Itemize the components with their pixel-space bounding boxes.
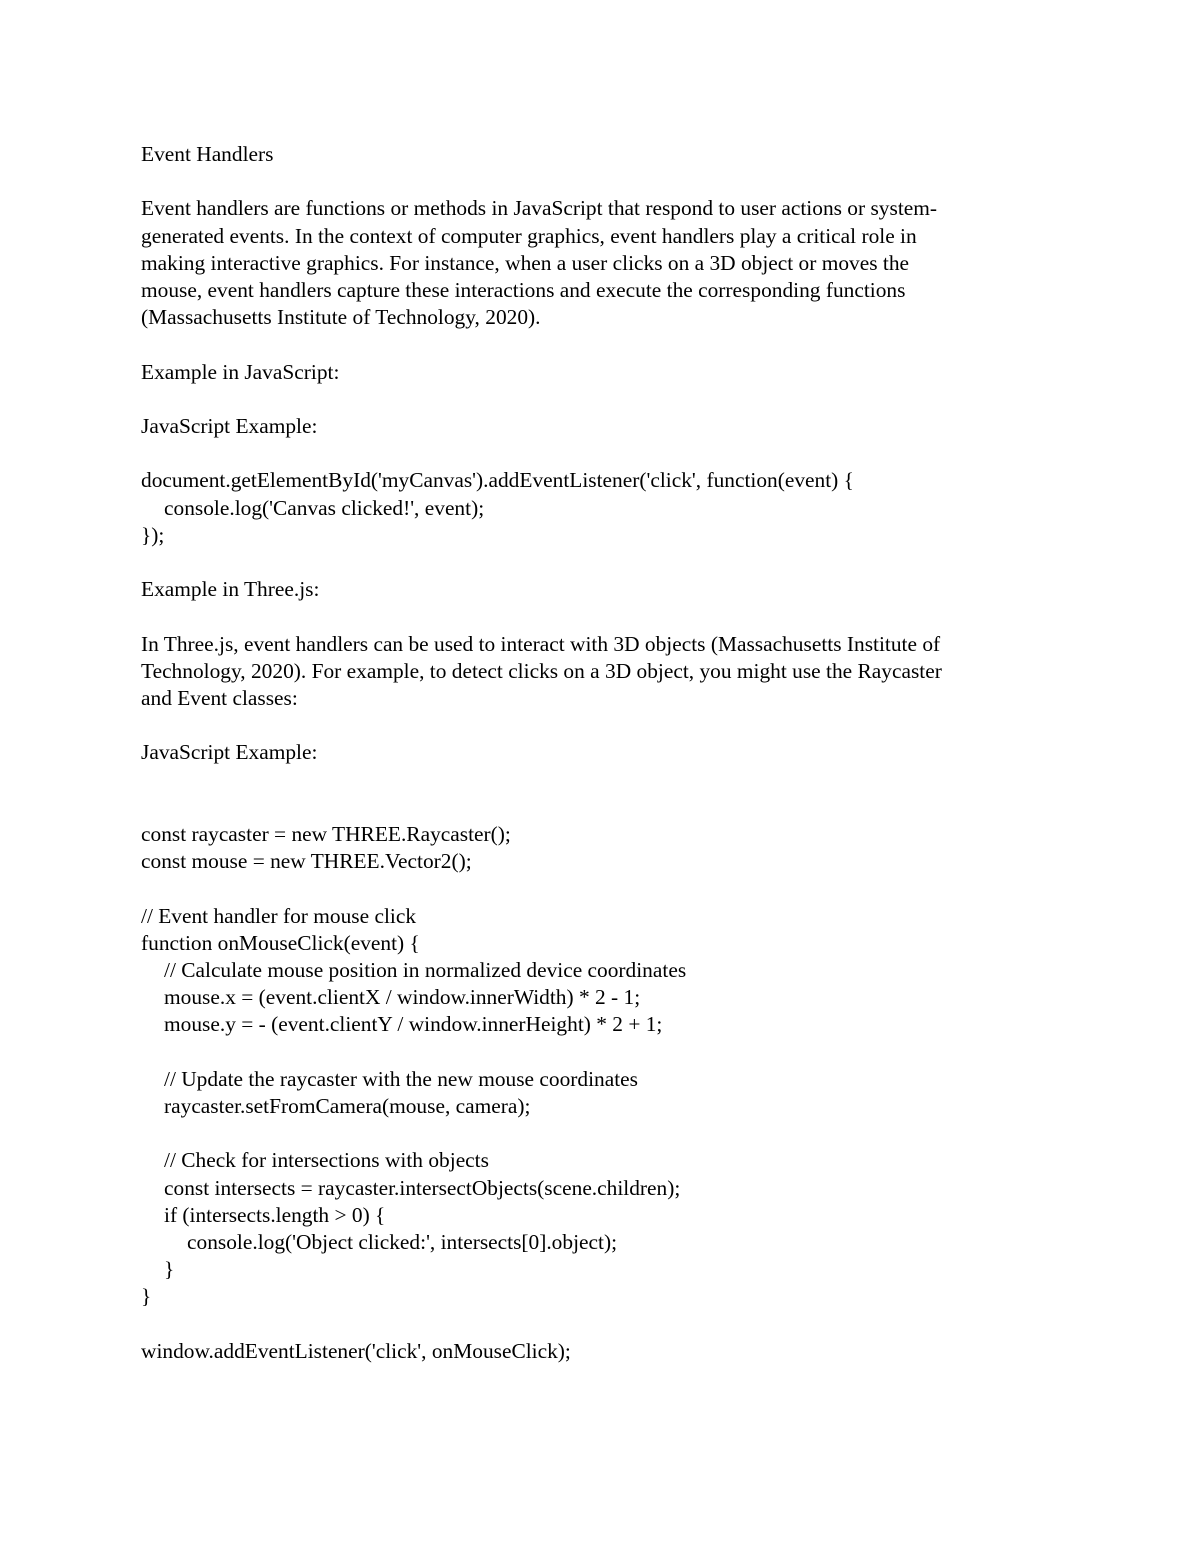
document-body xyxy=(141,141,1041,1365)
section-heading-threejs: Example in Three.js: xyxy=(141,577,320,602)
code-comment-line: // Event handler for mouse click xyxy=(141,903,417,928)
code-line: if (intersects.length > 0) { xyxy=(164,1202,386,1227)
code-line: } xyxy=(141,1284,152,1309)
spacer xyxy=(141,331,1041,358)
code-line: raycaster.setFromCamera(mouse, camera); xyxy=(164,1093,531,1118)
spacer xyxy=(141,386,1041,413)
threejs-paragraph-line: and Event classes: xyxy=(141,685,298,710)
intro-paragraph-line: Event handlers are functions or methods in JavaScript that respond to user actions or system- xyxy=(141,196,938,221)
code-line: console.log('Object clicked:', intersects[0].object); xyxy=(187,1229,618,1254)
intro-paragraph-line: (Massachusetts Institute of Technology, 2020). xyxy=(141,305,541,330)
intro-paragraph-line: mouse, event handlers capture these interactions and execute the corresponding functions xyxy=(141,278,906,302)
spacer xyxy=(141,1039,1041,1066)
code-line: const raycaster = new THREE.Raycaster(); xyxy=(141,821,511,846)
code-line: mouse.y = - (event.clientY / window.innerHeight) * 2 + 1; xyxy=(164,1012,663,1037)
code-line: document.getElementById('myCanvas').addEventListener('click', function(event) { xyxy=(141,468,854,493)
document-title: Event Handlers xyxy=(141,142,274,166)
code-example-label: JavaScript Example: xyxy=(141,740,318,765)
section-heading-javascript: Example in JavaScript: xyxy=(141,359,340,384)
code-line: const mouse = new THREE.Vector2(); xyxy=(141,849,472,874)
code-comment-line: // Calculate mouse position in normalized device coordinates xyxy=(164,957,687,982)
code-line: } xyxy=(164,1257,175,1282)
spacer xyxy=(141,1120,1041,1147)
intro-paragraph-line: generated events. In the context of computer graphics, event handlers play a critical role in xyxy=(141,223,917,248)
spacer xyxy=(141,875,1041,902)
intro-paragraph-line: making interactive graphics. For instance, when a user clicks on a 3D object or moves the xyxy=(141,250,910,275)
code-comment-line: // Update the raycaster with the new mouse coordinates xyxy=(164,1066,638,1091)
spacer xyxy=(141,712,1041,739)
threejs-paragraph-line: Technology, 2020). For example, to detect clicks on a 3D object, you might use the Raycaster xyxy=(141,658,942,683)
code-line: console.log('Canvas clicked!', event); xyxy=(164,495,485,520)
code-comment-line: // Check for intersections with objects xyxy=(164,1148,489,1173)
threejs-paragraph-line: In Three.js, event handlers can be used to interact with 3D objects (Massachusetts Institute of xyxy=(141,631,941,656)
code-line: const intersects = raycaster.intersectObjects(scene.children); xyxy=(164,1175,681,1200)
code-line: mouse.x = (event.clientX / window.innerWidth) * 2 - 1; xyxy=(164,985,641,1010)
spacer xyxy=(141,440,1041,467)
spacer xyxy=(141,1311,1041,1338)
spacer xyxy=(141,549,1041,576)
code-line: function onMouseClick(event) { xyxy=(141,930,420,955)
code-line: window.addEventListener('click', onMouseClick); xyxy=(141,1338,571,1363)
code-example-label: JavaScript Example: xyxy=(141,413,318,438)
spacer xyxy=(141,794,1041,821)
code-line: }); xyxy=(141,522,165,547)
spacer xyxy=(141,603,1041,630)
spacer xyxy=(141,168,1041,195)
spacer xyxy=(141,767,1041,794)
